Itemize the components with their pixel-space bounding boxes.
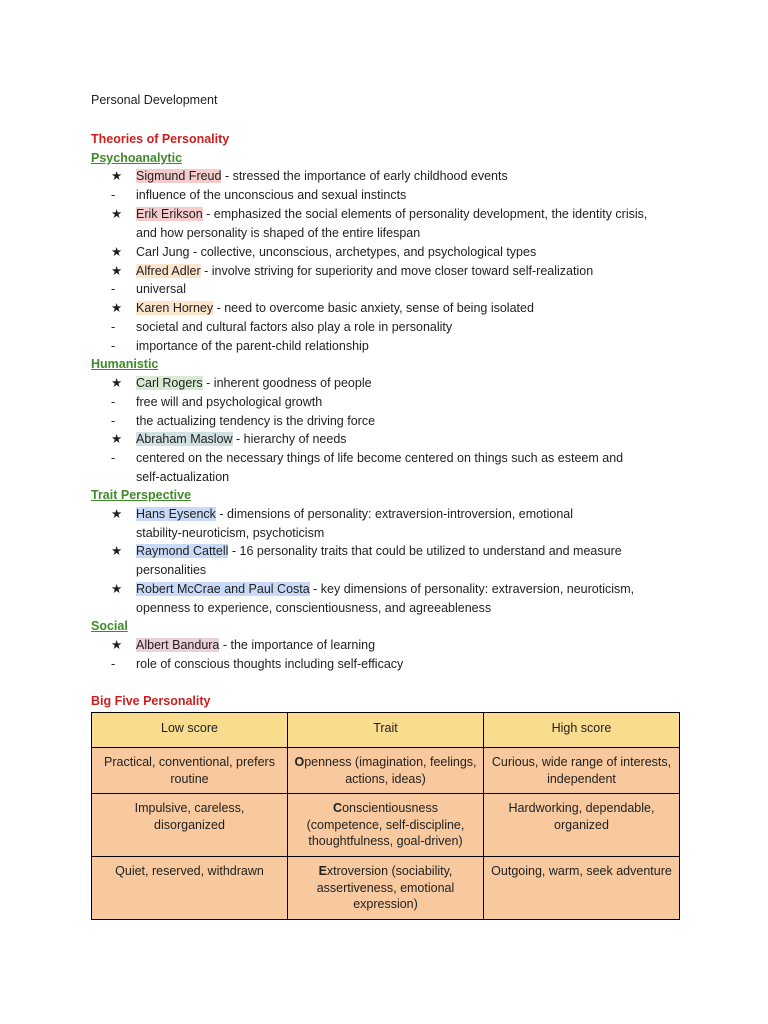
table-row <box>92 748 680 794</box>
person-name: Robert McCrae and Paul Costa <box>136 582 310 596</box>
trait-initial: O <box>294 755 305 769</box>
dash-bullet-icon: - <box>111 320 116 334</box>
cell-high: Outgoing, warm, seek adventure <box>484 857 680 920</box>
item-text: - stressed the importance of early childhood events <box>221 169 508 183</box>
cell-trait <box>288 794 484 857</box>
section-title-big-five: Big Five Personality <box>91 694 211 708</box>
item-text-continued: and how personality is shaped of the entire lifespan <box>136 226 421 240</box>
person-name: Alfred Adler <box>136 264 201 278</box>
person-name: Carl Rogers <box>136 376 203 390</box>
group-heading-humanistic: Humanistic <box>91 357 159 371</box>
item-text: centered on the necessary things of life become centered on things such as esteem and <box>136 451 624 465</box>
item-text: - dimensions of personality: extraversion-introversion, emotional <box>215 507 574 521</box>
item-text: importance of the parent-child relationship <box>136 339 369 353</box>
header-low-score: Low score <box>92 713 288 748</box>
star-bullet-icon: ★ <box>111 432 123 446</box>
star-bullet-icon: ★ <box>111 544 123 558</box>
document-title: Personal Development <box>91 93 218 107</box>
group-heading-psychoanalytic: Psychoanalytic <box>91 151 183 165</box>
item-text-continued: openness to experience, conscientiousness, and agreeableness <box>136 601 492 615</box>
person-name: Karen Horney <box>136 301 214 315</box>
dash-bullet-icon: - <box>111 188 116 202</box>
item-text: - the importance of learning <box>219 638 376 652</box>
item-text: the actualizing tendency is the driving force <box>136 414 376 428</box>
person-name: Hans Eysenck <box>136 507 216 521</box>
dash-bullet-icon: - <box>111 395 116 409</box>
star-bullet-icon: ★ <box>111 207 123 221</box>
trait-text: penness (imagination, feelings, actions, ideas) <box>304 755 477 786</box>
item-text: free will and psychological growth <box>136 395 323 409</box>
dash-bullet-icon: - <box>111 657 116 671</box>
item-text: universal <box>136 282 187 296</box>
star-bullet-icon: ★ <box>111 507 123 521</box>
dash-bullet-icon: - <box>111 414 116 428</box>
header-trait: Trait <box>288 713 484 748</box>
item-text: - emphasized the social elements of personality development, the identity crisis, <box>202 207 648 221</box>
cell-low: Quiet, reserved, withdrawn <box>92 857 288 920</box>
table-header-row <box>92 713 680 748</box>
star-bullet-icon: ★ <box>111 264 123 278</box>
item-text: - need to overcome basic anxiety, sense of being isolated <box>213 301 534 315</box>
item-text: influence of the unconscious and sexual instincts <box>136 188 407 202</box>
cell-trait <box>288 748 484 794</box>
item-text-continued: stability-neuroticism, psychoticism <box>136 526 325 540</box>
dash-bullet-icon: - <box>111 339 116 353</box>
big-five-table <box>91 712 680 920</box>
person-name: Sigmund Freud <box>136 169 222 183</box>
item-text: - hierarchy of needs <box>232 432 347 446</box>
star-bullet-icon: ★ <box>111 582 123 596</box>
item-text-continued: personalities <box>136 563 207 577</box>
cell-low: Impulsive, careless, disorganized <box>92 794 288 857</box>
item-text: Carl Jung - collective, unconscious, archetypes, and psychological types <box>136 245 537 259</box>
star-bullet-icon: ★ <box>111 169 123 183</box>
cell-high: Hardworking, dependable, organized <box>484 794 680 857</box>
cell-low: Practical, conventional, prefers routine <box>92 748 288 794</box>
item-text: - inherent goodness of people <box>202 376 372 390</box>
person-name: Erik Erikson <box>136 207 203 221</box>
item-text: role of conscious thoughts including self-efficacy <box>136 657 404 671</box>
trait-initial: C <box>333 801 343 815</box>
cell-trait <box>288 857 484 920</box>
star-bullet-icon: ★ <box>111 376 123 390</box>
table-row <box>92 794 680 857</box>
person-name: Albert Bandura <box>136 638 220 652</box>
trait-text: onscientiousness (competence, self-discipline, thoughtfulness, goal-driven) <box>306 801 465 848</box>
group-heading-social: Social <box>91 619 128 633</box>
group-heading-trait-perspective: Trait Perspective <box>91 488 192 502</box>
trait-initial: E <box>318 864 327 878</box>
item-text: - 16 personality traits that could be utilized to understand and measure <box>228 544 622 558</box>
person-name: Abraham Maslow <box>136 432 233 446</box>
star-bullet-icon: ★ <box>111 638 123 652</box>
item-text: - involve striving for superiority and move closer toward self-realization <box>200 264 594 278</box>
trait-text: xtroversion (sociability, assertiveness, emotional expression) <box>316 864 455 911</box>
item-text: - key dimensions of personality: extraversion, neuroticism, <box>309 582 635 596</box>
header-high-score: High score <box>484 713 680 748</box>
person-name: Raymond Cattell <box>136 544 229 558</box>
section-title-theories: Theories of Personality <box>91 132 230 146</box>
dash-bullet-icon: - <box>111 451 116 465</box>
dash-bullet-icon: - <box>111 282 116 296</box>
star-bullet-icon: ★ <box>111 301 123 315</box>
item-text-continued: self-actualization <box>136 470 230 484</box>
table-row <box>92 857 680 920</box>
item-text: societal and cultural factors also play a role in personality <box>136 320 453 334</box>
cell-high: Curious, wide range of interests, independent <box>484 748 680 794</box>
star-bullet-icon: ★ <box>111 245 123 259</box>
